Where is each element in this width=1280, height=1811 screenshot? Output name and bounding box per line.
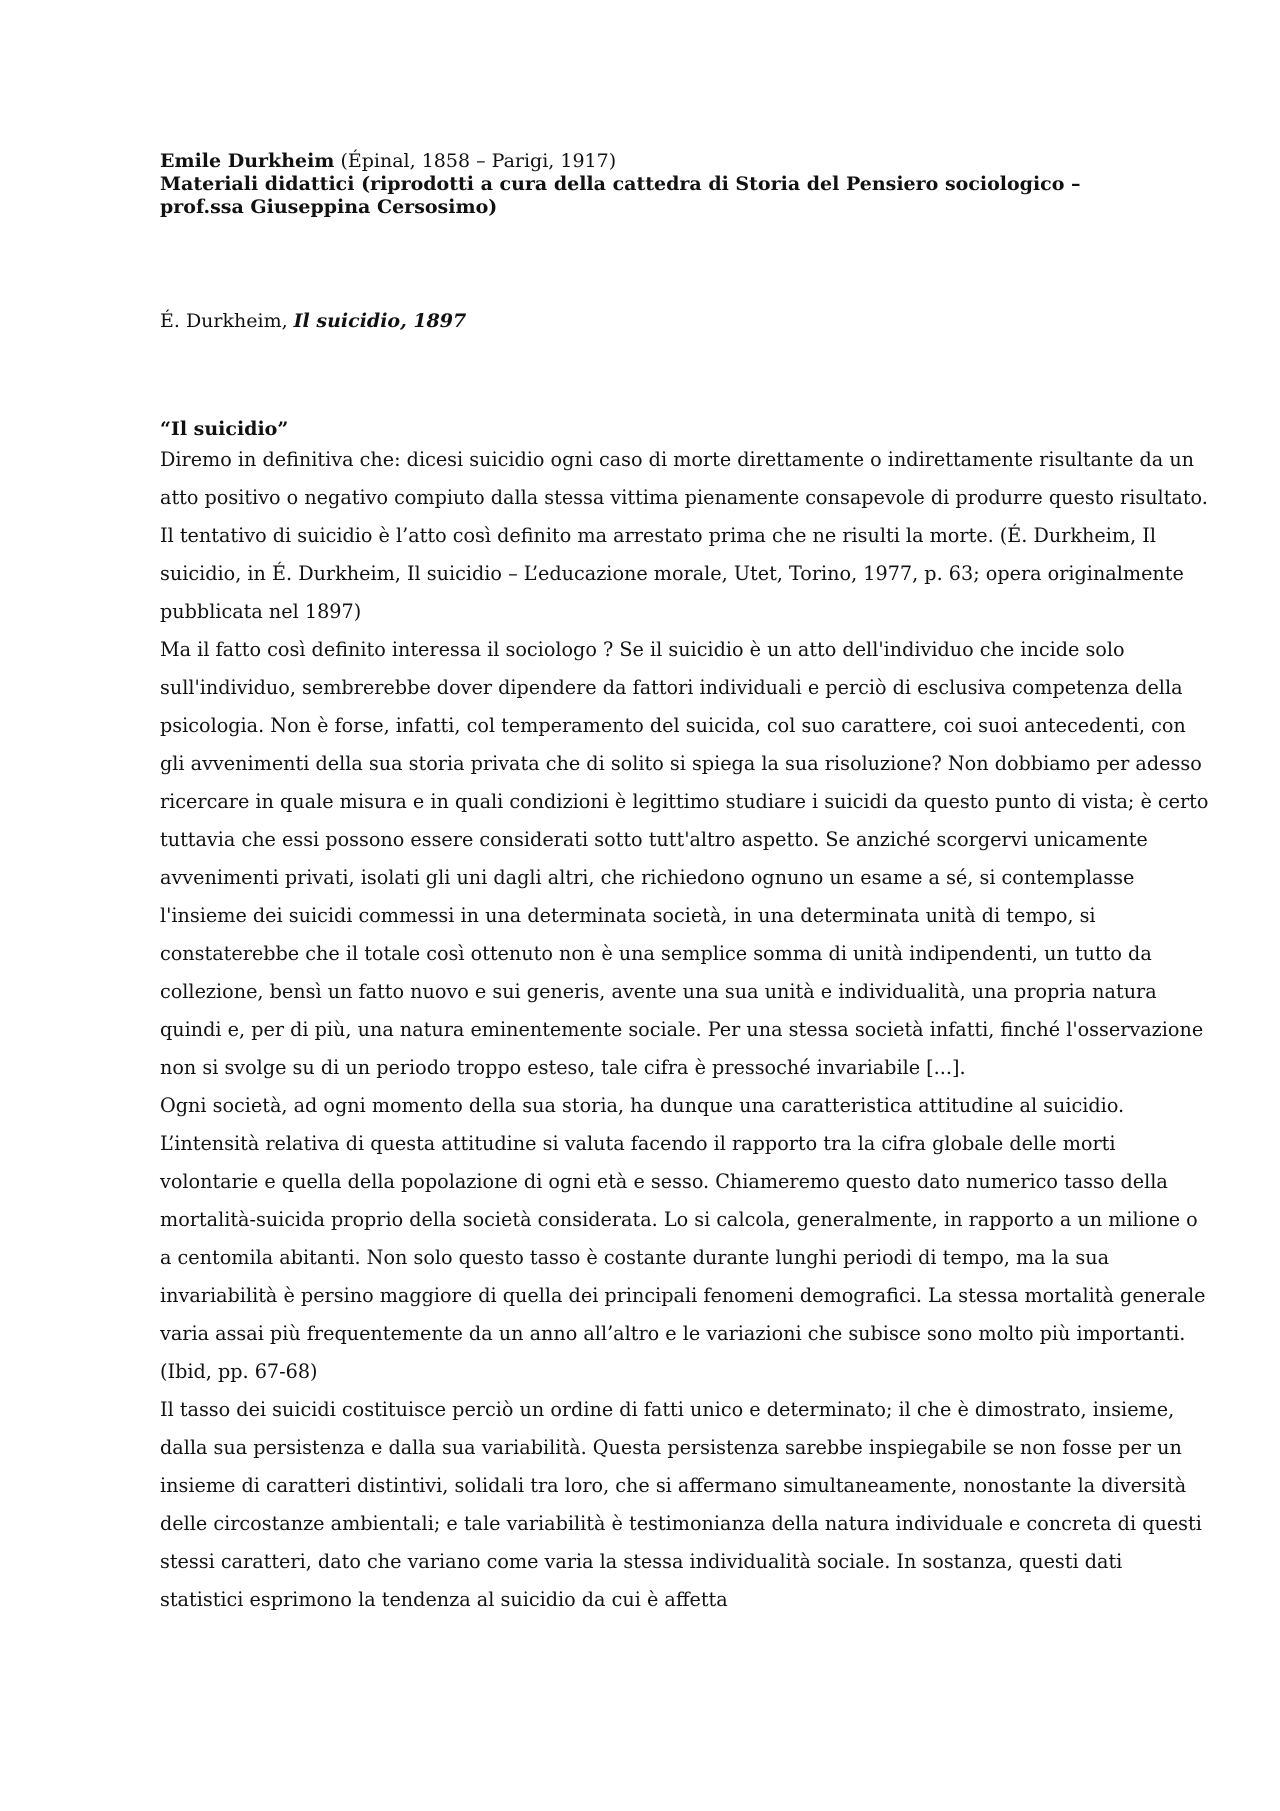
citation-work: Il suicidio, 1897 <box>293 310 467 332</box>
document-page <box>160 150 1210 1619</box>
materials-line-2: prof.ssa Giuseppina Cersosimo) <box>160 196 498 218</box>
author-dates: (Épinal, 1858 – Parigi, 1917) <box>334 150 617 172</box>
section-body <box>160 441 1210 1619</box>
citation-author: É. Durkheim, <box>160 310 294 332</box>
paragraph-4: Il tasso dei suicidi costituisce perciò un ordine di fatti unico e determinato; il che è dimostrato, insieme, dalla sua persistenza e dalla sua variabilità. Questa persistenza sarebbe inspiegabile se non fosse per un insieme di caratteri distintivi, solidali tra loro, che si affermano simultaneamente, nonostante la diversità delle circostanze ambientali; e tale variabilità è testimonianza della natura individuale e concreta di questi stessi caratteri, dato che variano come varia la stessa individualità sociale. In sostanza, questi dati statistici esprimono la tendenza al suicidio da cui è affetta <box>160 1398 1202 1611</box>
materials-line-1: Materiali didattici (riprodotti a cura della cattedra di Storia del Pensiero sociologico – <box>160 173 1081 195</box>
section-title: “Il suicidio” <box>160 418 289 440</box>
author-name: Emile Durkheim <box>160 150 335 172</box>
work-citation <box>160 309 1210 333</box>
paragraph-3: Ogni società, ad ogni momento della sua storia, ha dunque una caratteristica attitudine al suicidio. L’intensità relativa di questa attitudine si valuta facendo il rapporto tra la cifra globale delle morti volontarie e quella della popolazione di ogni età e sesso. Chiameremo questo dato numerico tasso della mortalità-suicida proprio della società considerata. Lo si calcola, generalmente, in rapporto a un milione o a centomila abitanti. Non solo questo tasso è costante durante lunghi periodi di tempo, ma la sua invariabilità è persino maggiore di quella dei principali fenomeni demografici. La stessa mortalità generale varia assai più frequentemente da un anno all’altro e le variazioni che subisce sono molto più importanti. (Ibid, pp. 67-68) <box>160 1094 1206 1383</box>
paragraph-1: Diremo in definitiva che: dicesi suicidio ogni caso di morte direttamente o indirettamente risultante da un atto positivo o negativo compiuto dalla stessa vittima pienamente consapevole di produrre questo risultato. Il tentativo di suicidio è l’atto così definito ma arrestato prima che ne risulti la morte. (É. Durkheim, Il suicidio, in É. Durkheim, Il suicidio – L’educazione morale, Utet, Torino, 1977, p. 63; opera originalmente pubblicata nel 1897) <box>160 448 1208 623</box>
paragraph-2: Ma il fatto così definito interessa il sociologo ? Se il suicidio è un atto dell'individuo che incide solo sull'individuo, sembrerebbe dover dipendere da fattori individuali e perciò di esclusiva competenza della psicologia. Non è forse, infatti, col temperamento del suicida, col suo carattere, coi suoi antecedenti, con gli avvenimenti della sua storia privata che di solito si spiega la sua risoluzione? Non dobbiamo per adesso ricercare in quale misura e in quali condizioni è legittimo studiare i suicidi da questo punto di vista; è certo tuttavia che essi possono essere considerati sotto tutt'altro aspetto. Se anziché scorgervi unicamente avvenimenti privati, isolati gli uni dagli altri, che richiedono ognuno un esame a sé, si contemplasse l'insieme dei suicidi commessi in una determinata società, in una determinata unità di tempo, si constaterebbe che il totale così ottenuto non è una semplice somma di unità indipendenti, un tutto da collezione, bensì un fatto nuovo e sui generis, avente una sua unità e individualità, una propria natura quindi e, per di più, una natura eminentemente sociale. Per una stessa società infatti, finché l'osservazione non si svolge su di un periodo troppo esteso, tale cifra è pressoché invariabile [...]. <box>160 638 1209 1079</box>
author-line <box>160 150 1210 173</box>
